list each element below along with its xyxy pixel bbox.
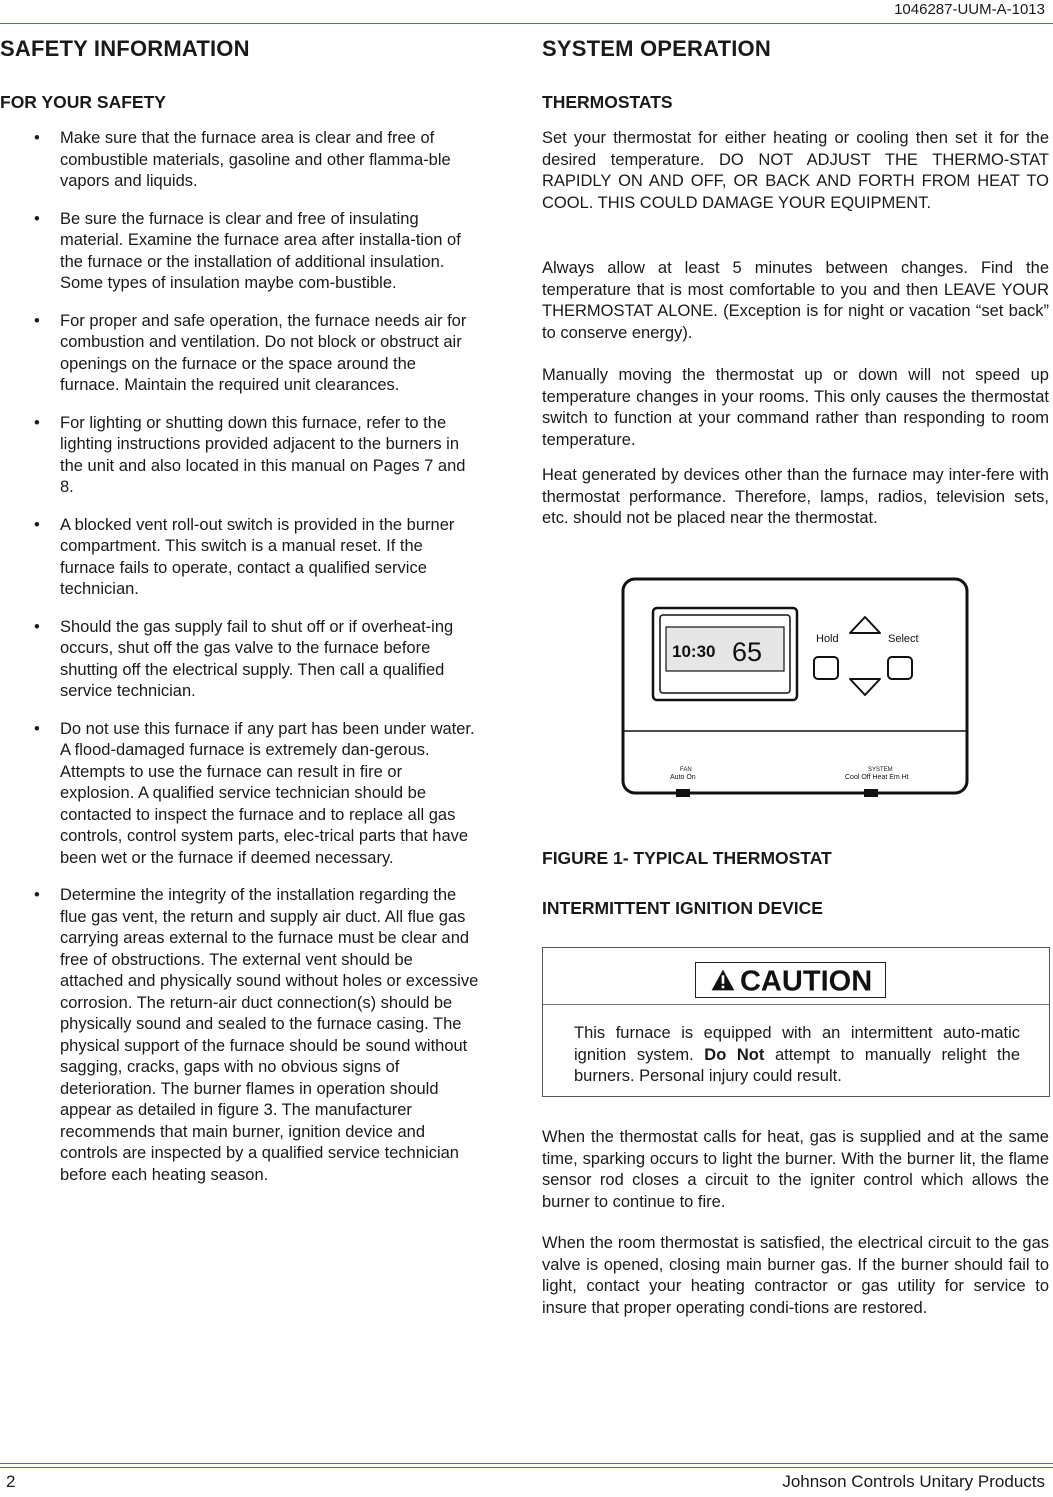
list-item: • Do not use this furnace if any part has been under water. A flood-damaged furnace is extremely dan-gerous. Attempts to use the furnace can result in fire or explosion. A qualified service technician should be contacted to inspect the furnace and to replace all gas controls, control system parts, elec-trical parts that have been wet or the furnace if deemed necessary. <box>34 719 475 867</box>
caution-text: This furnace is equipped with an intermittent auto-matic ignition system. Do Not attempt to manually relight the burners. Personal injury could result. <box>574 1024 1020 1085</box>
bullet-icon: • <box>34 886 40 904</box>
list-item: • For proper and safe operation, the furnace needs air for combustion and ventilation. Do not block or obstruct air openings on the furnace or the space around the furnace. Maintain the required unit clearances. <box>34 311 467 394</box>
system-caption: SYSTEM <box>868 767 893 773</box>
thermostat-paragraph: Manually moving the thermostat up or down will not speed up temperature changes in your rooms. This only causes the thermostat switch to function at your command rather than responding to room temperature. <box>542 366 1049 449</box>
bullet-icon: • <box>34 515 40 534</box>
document-id: 1046287-UUM-A-1013 <box>894 1 1045 18</box>
display-time: 10:30 <box>672 642 716 661</box>
list-item: • A blocked vent roll-out switch is provided in the burner compartment. This switch is a manual reset. If the furnace fails to operate, contact a qualified service technician. <box>34 515 455 598</box>
thermostat-paragraph: Set your thermostat for either heating or cooling then set it for the desired temperature. DO NOT ADJUST THE THERMO-STAT RAPIDLY ON AND OFF, OR BACK AND FORTH FROM HEAT TO COOL. THIS COULD DAMAGE YOUR EQUIPMENT. <box>542 129 1049 212</box>
thermostats-heading: THERMOSTATS <box>542 92 673 112</box>
bullet-icon: • <box>34 209 40 228</box>
ignition-paragraph: When the room thermostat is satisfied, the electrical circuit to the gas valve is opened, closing main burner gas. If the burner should fail to light, contact your heating contractor or gas utility for service to insure that proper operating condi-tions are restored. <box>542 1234 1049 1317</box>
thermostat-illustration <box>620 575 972 805</box>
bullet-icon: • <box>34 311 40 330</box>
bullet-icon: • <box>34 129 40 147</box>
display-temperature: 65 <box>732 637 763 667</box>
caution-emphasis: Do Not <box>704 1045 765 1064</box>
select-label: Select <box>888 633 919 645</box>
bullet-icon: • <box>34 413 40 432</box>
safety-subtitle: FOR YOUR SAFETY <box>0 92 166 112</box>
page-number: 2 <box>6 1472 16 1491</box>
fan-caption: FAN <box>680 767 692 773</box>
ignition-heading: INTERMITTENT IGNITION DEVICE <box>542 898 823 918</box>
list-item: • Make sure that the furnace area is clear and free of combustible materials, gasoline and other flamma-ble vapors and liquids. <box>34 129 451 190</box>
list-item: • Should the gas supply fail to shut off or if overheat-ing occurs, shut off the gas valve to the furnace before shutting off the electrical supply. Then call a qualified service technician. <box>34 617 454 700</box>
header-rule <box>0 23 1053 24</box>
safety-title: SAFETY INFORMATION <box>0 36 250 61</box>
caution-box <box>542 947 1050 1097</box>
operation-title: SYSTEM OPERATION <box>542 36 771 61</box>
fan-label: Auto On <box>670 774 696 781</box>
footer-company: Johnson Controls Unitary Products <box>782 1472 1045 1491</box>
list-item: • For lighting or shutting down this furnace, refer to the lighting instructions provided adjacent to the burners in the unit and also located in this manual on Pages 7 and 8. <box>34 413 466 496</box>
safety-bullet-list <box>0 128 480 1202</box>
figure-caption: FIGURE 1- TYPICAL THERMOSTAT <box>542 848 832 868</box>
footer-rule <box>0 1467 1053 1468</box>
caution-badge <box>695 962 886 998</box>
caution-label: CAUTION <box>739 965 873 998</box>
select-button[interactable] <box>888 657 912 679</box>
hold-label: Hold <box>816 633 839 645</box>
ignition-paragraph: When the thermostat calls for heat, gas is supplied and at the same time, sparking occurs to light the burner. With the burner lit, the flame sensor rod closes a circuit to the igniter control which allows the burner to continue to fire. <box>542 1128 1049 1211</box>
footer-rule <box>0 1463 1053 1464</box>
thermostat-paragraph: Always allow at least 5 minutes between changes. Find the temperature that is most comfortable to you and then LEAVE YOUR THERMOSTAT ALONE. (Exception is for night or vacation “set back” to conserve energy). <box>542 259 1049 342</box>
hold-button[interactable] <box>814 657 838 679</box>
bullet-icon: • <box>34 719 40 738</box>
list-item: • Determine the integrity of the installation regarding the flue gas vent, the return and supply air duct. All flue gas carrying areas external to the furnace must be clear and free of obstructions. The external vent should be attached and physically sound without holes or excessive corrosion. The return-air duct connection(s) should be physically sound and sealed to the furnace casing. The physical support of the furnace should be sound without sagging, cracks, gaps with no obvious signs of deterioration. The burner flames in operation should appear as detailed in figure 3. The manufacturer recommends that main burner, ignition device and controls are inspected by a qualified service technician before each heating season. <box>34 886 479 1184</box>
fan-switch[interactable] <box>676 789 690 797</box>
list-item: • Be sure the furnace is clear and free of insulating material. Examine the furnace area after installa-tion of the furnace or the installation of additional insulation. Some types of insulation maybe com-bustible. <box>34 209 461 292</box>
system-label: Cool Off Heat Em Ht <box>845 774 909 781</box>
caution-divider <box>543 1004 1049 1005</box>
bullet-icon: • <box>34 617 40 636</box>
thermostat-paragraph: Heat generated by devices other than the furnace may inter-fere with thermostat performance. Therefore, lamps, radios, television sets, etc. should not be placed near the thermostat. <box>542 466 1049 527</box>
system-switch[interactable] <box>864 789 878 797</box>
